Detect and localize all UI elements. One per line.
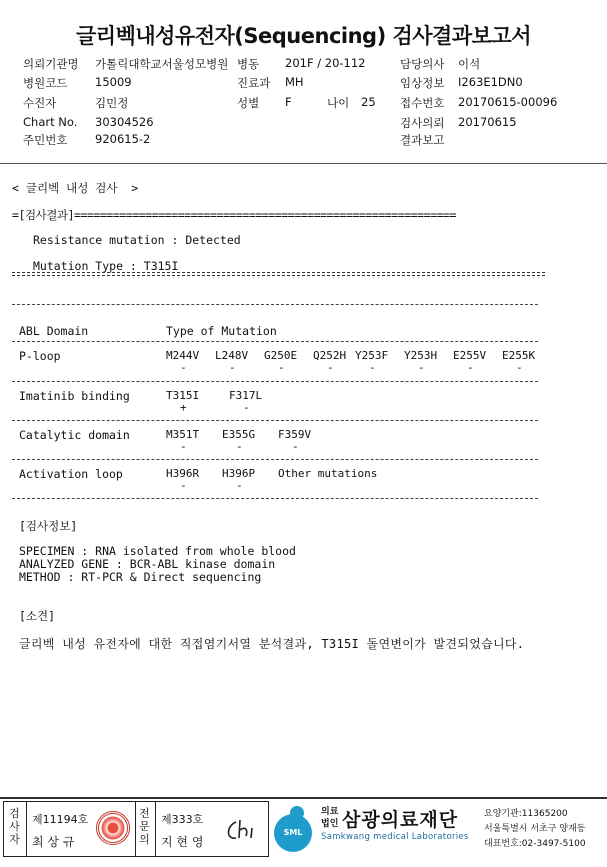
specimen-line: SPECIMEN : RNA isolated from whole blood	[19, 544, 296, 558]
doctor-value: 이석	[458, 57, 481, 71]
resistance-line: Resistance mutation : Detected	[33, 233, 241, 247]
receipt-value: 20170615-00096	[458, 95, 558, 109]
patient-value: 김민정	[95, 96, 129, 110]
clinical-value: I263E1DN0	[458, 75, 523, 89]
specialist-label: 전문의	[139, 807, 150, 846]
org-name: 삼광의료재단	[342, 809, 459, 831]
mutation-name: Y253H	[404, 349, 438, 362]
id-label: 주민번호	[23, 133, 68, 147]
sex-value: F	[285, 95, 292, 109]
signature-icon	[224, 816, 264, 844]
method-line: METHOD : RT-PCR & Direct sequencing	[19, 570, 262, 584]
mutation-result: -	[180, 440, 187, 453]
mutation-name: H396R	[166, 467, 200, 480]
info-header: [검사정보]	[19, 519, 78, 533]
table-rule	[12, 341, 538, 342]
request-label: 검사의뢰	[400, 116, 445, 130]
mutation-name: M351T	[166, 428, 200, 441]
table-rule	[12, 420, 538, 421]
domain-cell: Activation loop	[19, 467, 123, 481]
age-label: 나이	[327, 96, 350, 110]
receipt-label: 접수번호	[400, 96, 445, 110]
col-mutation-header: Type of Mutation	[166, 324, 277, 338]
test-name: < 글리벡 내성 검사 >	[12, 181, 139, 195]
opinion-text: 글리벡 내성 유전자에 대한 직접염기서열 분석결과, T315I 돌연변이가 발견되었습니다.	[19, 637, 525, 651]
sex-label: 성별	[237, 96, 260, 110]
request-value: 20170615	[458, 115, 517, 129]
mutation-result: +	[180, 401, 187, 414]
mutation-name: Q252H	[313, 349, 347, 362]
org-english: Samkwang medical Laboratories	[321, 832, 469, 842]
mutation-result: -	[467, 361, 474, 374]
examiner-label: 검사자	[9, 807, 20, 846]
dept-label: 진료과	[237, 76, 271, 90]
org-kind: 의료 법인	[321, 807, 339, 829]
header-divider	[0, 163, 607, 164]
footer-divider	[0, 797, 607, 799]
mutation-name: M244V	[166, 349, 200, 362]
gene-line: ANALYZED GENE : BCR-ABL kinase domain	[19, 557, 276, 571]
patient-label: 수진자	[23, 96, 57, 110]
mutation-name: F317L	[229, 389, 263, 402]
opinion-header: [소견]	[19, 609, 56, 623]
age-value: 25	[361, 95, 376, 109]
domain-cell: P-loop	[19, 349, 61, 363]
mutation-result: -	[418, 361, 425, 374]
report-label: 결과보고	[400, 133, 445, 147]
dept-value: MH	[285, 75, 304, 89]
report-title: 글리벡내성유전자(Sequencing) 검사결과보고서	[76, 24, 531, 48]
mutation-result: -	[292, 440, 299, 453]
double-rule	[12, 272, 545, 276]
domain-cell: Imatinib binding	[19, 389, 130, 403]
col-domain-header: ABL Domain	[19, 324, 89, 338]
mutation-name: T315I	[166, 389, 200, 402]
mutation-name: H396P	[222, 467, 256, 480]
mutation-result: -	[236, 479, 243, 492]
institution-value: 가톨릭대학교서울성모병원	[95, 57, 229, 71]
institution-label: 의뢰기관명	[23, 57, 79, 71]
specialist-number: 제333호	[161, 813, 204, 826]
mutation-result: -	[278, 361, 285, 374]
ward-label: 병동	[237, 57, 260, 71]
examiner-name: 최 상 규	[32, 835, 75, 849]
mutation-result: -	[236, 440, 243, 453]
ward-value: 201F / 20-112	[285, 56, 366, 70]
mutation-name: F359V	[278, 428, 312, 441]
mutation-name: E255V	[453, 349, 487, 362]
examiner-number: 제11194호	[32, 813, 89, 826]
address: 서울특별시 서초구 양재동	[484, 824, 586, 834]
signature-box	[3, 801, 269, 857]
mutation-result: -	[229, 361, 236, 374]
domain-cell: Catalytic domain	[19, 428, 130, 442]
sml-logo	[274, 806, 314, 852]
mutation-name: Other mutations	[278, 467, 378, 480]
seal-icon	[96, 811, 130, 845]
care-number: 요양기관:11365200	[484, 809, 568, 819]
clinical-label: 임상정보	[400, 76, 445, 90]
mutation-name: E355G	[222, 428, 256, 441]
chart-value: 30304526	[95, 115, 154, 129]
mutation-name: E255K	[502, 349, 536, 362]
hospital-code-label: 병원코드	[23, 76, 68, 90]
chart-label: Chart No.	[23, 115, 78, 129]
mutation-name: G250E	[264, 349, 298, 362]
mutation-result: -	[369, 361, 376, 374]
mutation-result: -	[180, 479, 187, 492]
logo-text: SML	[283, 828, 303, 837]
mutation-result: -	[327, 361, 334, 374]
doctor-label: 담당의사	[400, 57, 445, 71]
id-value: 920615-2	[95, 132, 151, 146]
mutation-name: Y253F	[355, 349, 389, 362]
table-rule	[12, 498, 538, 499]
hospital-code-value: 15009	[95, 75, 132, 89]
specialist-name: 지 현 영	[161, 835, 204, 849]
mutation-result: -	[243, 401, 250, 414]
table-rule	[12, 459, 538, 460]
table-rule	[12, 304, 538, 305]
mutation-result: -	[180, 361, 187, 374]
phone: 대표번호:02-3497-5100	[484, 839, 586, 849]
result-header: =[검사결과]===========================================================	[12, 208, 456, 222]
table-rule	[12, 381, 538, 382]
mutation-name: L248V	[215, 349, 249, 362]
mutation-result: -	[516, 361, 523, 374]
mutation-type-line: Mutation Type : T315I	[33, 259, 179, 273]
